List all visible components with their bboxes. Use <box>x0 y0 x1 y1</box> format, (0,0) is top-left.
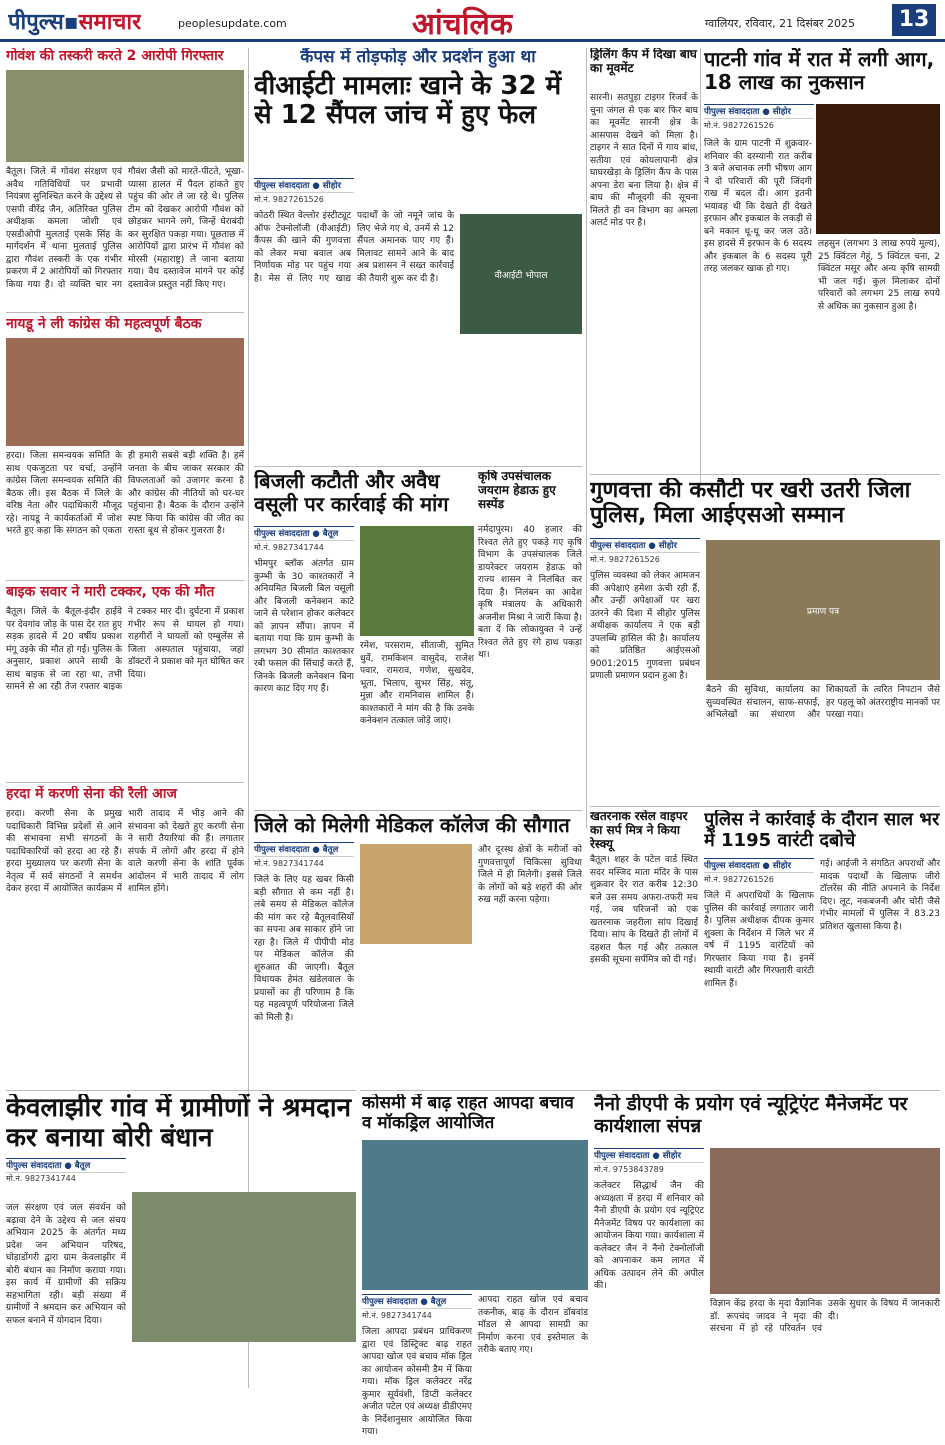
byline: पीपुल्स संवाददाता ● सीहोर <box>590 538 700 553</box>
newspaper-logo: पीपुल्स▪समाचार <box>8 10 142 35</box>
story-body: जल संरक्षण एवं जल संवर्धन को बढ़ावा देने के उद्देश्य से जल संचय अभियान 2025 के अंतर्गत मध्य प्रदेश जन अभियान परिषद, घोड़ाडोंगरी द्वारा ग्राम केवलाझीर में बोरी बंधान का निर्माण कराया गया। इस कार्य में ग्रामीणों की सक्रिय सहभागिता रही। बड़ी संख्या में ग्रामीणों ने श्रमदान कर अभियान को सफल बनाने में योगदान दिया। <box>6 1203 126 1326</box>
story-bori-bandhan <box>6 1094 356 1439</box>
headline: गोवंश की तस्करी करते 2 आरोपी गिरफ्तार <box>6 48 224 64</box>
story-body: हरदा। जिला समन्वयक समिति के साथ एकजुटता पर चर्चा, उन्होंने कांग्रेस जिला समन्वयक समिति की बैठक ली। इस बैठक में जिले के वरिष्ठ नेता और पदाधिकारी मौजूद रहे। नायडू ने कार्यकर्ताओं में जोश भरते हुए कहा कि संगठन को एकता ही हमारी सबसे बड़ी शक्ति है। हमें जनता के बीच जाकर सरकार की विफलताओं को उजागर करना है और कांग्रेस की नीतियों को घर-घर पहुंचाना है। बैठक के दौरान उन्होंने स्पष्ट किया कि कांग्रेस की जीत का रास्ता बूथ से होकर गुजरता है। <box>6 451 244 536</box>
section-title: आंचलिक <box>412 7 513 42</box>
story-body: बैतूल। शहर के पटेल वार्ड स्थित सदर मस्जिद माता मंदिर के पास शुक्रवार देर रात करीब 12:30 बजे उस समय अफरा-तफरी मच गई, जब परिजनों को एक खतरनाक जहरीला सांप दिखाई दिया। सांप के दिखते ही लोगों में दहशत फैल गई और तत्काल इसकी सूचना सर्पमित्र को दी गई। <box>590 855 698 965</box>
byline: पीपुल्स संवाददाता ● बैतूल <box>254 842 354 857</box>
story-body: बैतूल। जिले के बैतूल-इंदौर हाईवे पर देवगांव जोड़ के पास देर रात हुए सड़क हादसे में 20 वर्षीय प्रकाश मंगू उइके की मौत हो गई। पुलिस के अनुसार, प्रकाश अपने साथी के साथ बाइक से जा रहा था, तभी सामने से आ रही तेज रफ्तार बाइक ने टक्कर मार दी। दुर्घटना में प्रकाश गंभीर रूप से घायल हो गया। राहगीरों ने घायलों को एम्बुलेंस से जिला अस्पताल पहुंचाया, जहां डॉक्टरों ने प्रकाश को मृत घोषित कर दिया। <box>6 607 244 692</box>
photo-police-arrest <box>6 70 244 162</box>
story-agri-officer-suspended <box>478 470 582 806</box>
story-body: पुलिस व्यवस्था को लेकर आमजन की अपेक्षाएं हमेशा ऊंची रही हैं, और उन्हीं अपेक्षाओं पर खरा उतरने की दिशा में सीहोर पुलिस अधीक्षक कार्यालय ने एक बड़ी उपलब्धि हासिल की है। कार्यालय को प्रतिष्ठित आईएसओ 9001:2015 गुणवत्ता प्रबंधन प्रणाली प्रमाणन प्रदान हुआ है। <box>590 571 700 681</box>
headline: गुणवत्ता की कसौटी पर खरी उतरी जिला पुलिस, मिला आईएसओ सम्मान <box>590 478 911 529</box>
story-patni-fire <box>704 48 940 488</box>
byline: पीपुल्स संवाददाता ● बैतूल <box>362 1294 472 1309</box>
photo-caption: प्रमाण पत्र <box>806 606 840 617</box>
story-body: सारनी। सतपुड़ा टाइगर रिजर्व के चुना जंगल से एक बार फिर बाघ का मूवमेंट सारनी क्षेत्र के आसपास देखने को मिला है। टाइगर ने सात दिनों में गाय बांध, सतीया एवं कोयलापानी क्षेत्र घाघरखेड़ा के ड्रिलिंग कैंप के पास अपना डेरा बना लिया है। क्षेत्र में बाघ की मौजूदगी की सूचना मिलते ही वन विभाग का अमला अलर्ट मोड पर है। <box>590 93 698 228</box>
website-link[interactable]: peoplesupdate.com <box>178 17 287 30</box>
byline: पीपुल्स संवाददाता ● सीहोर <box>704 104 814 119</box>
story-body: जिला आपदा प्रबंधन प्राधिकरण द्वारा एवं डिस्ट्रिक्ट बाढ़ राहत आपदा खोज एवं बचाव मॉक ड्रिल का आयोजन कोसमी डैम में किया गया। मॉक ड्रिल कलेक्टर नरेंद्र कुमार सूर्यवंशी, डिप्टी कलेक्टर अजीत पटेल एवं अध्यक्ष डीडीएमए के निर्देशानुसार आयोजित किया गया। <box>362 1327 472 1437</box>
story-kosmi-mockdrill <box>362 1094 588 1439</box>
headline: नैनो डीएपी के प्रयोग एवं न्यूट्रिएंट मैनेजमेंट पर कार्यशाला संपन्न <box>594 1094 908 1137</box>
photo-mockdrill <box>362 1140 588 1290</box>
story-police-iso <box>590 478 940 802</box>
photo-iso-certificate <box>706 540 940 680</box>
story-body-continued: बैठने की सुविधा, कार्यालय का सुव्यवस्थित संचालन, साफ-सफाई, अभिलेखों का संधारण और शिकायतों के त्वरित निपटान जैसे हर पहलू को अंतरराष्ट्रीय मानकों पर परखा गया। <box>706 685 940 720</box>
story-body-continued: विज्ञान केंद्र हरदा के मृदा वैज्ञानिक डॉ. रूपचंद जादव ने मृदा की संरचना में हो रहे परिवर्तन एवं उसके सुधार के विषय में जानकारी दी। <box>710 1299 940 1334</box>
story-body-continued: गई। आईजी ने संगठित अपराधों और मादक पदार्थों के खिलाफ जीरो टॉलरेंस की नीति अपनाने के निर्देश दिए। लूट, नकबजनी और चोरी जैसे गंभीर मामलों में पुलिस ने 83.23 प्रतिशत खुलासा किया है। <box>820 859 940 932</box>
story-body-continued: और दूरस्थ क्षेत्रों के मरीजों को गुणवत्तापूर्ण चिकित्सा सुविधा जिले में ही मिलेगी। इससे जिले के लोगों को बड़े शहरों की ओर रुख नहीं करना पड़ेगा। <box>478 845 582 905</box>
story-body-continued: लहसुन (लगभग 3 लाख रुपये मूल्य), 25 क्विंटल गेहूं, 5 क्विंटल चना, 2 क्विंटल मसूर और अन्य कृषि सामग्री भी जल गई। कुल मिलाकर दोनों परिवारों को लगभग 25 लाख रुपये से अधिक का नुकसान हुआ है। <box>818 239 940 312</box>
headline: जिले को मिलेगी मेडिकल कॉलेज की सौगात <box>254 814 570 837</box>
dateline: ग्वालियर, रविवार, 21 दिसंबर 2025 <box>705 17 856 30</box>
phone-number: मो.नं. 9827261526 <box>254 195 324 204</box>
column-rule <box>586 48 587 828</box>
story-body: जिले के लिए यह खबर किसी बड़ी सौगात से कम नहीं है। लंबे समय से मेडिकल कॉलेज की मांग कर रहे बैतूलवासियों का सपना अब साकार होने जा रहा है। जिले में पीपीपी मोड पर मेडिकल कॉलेज की शुरुआत की जाएगी। बैतूल विधायक हेमंत खंडेलवाल के प्रयासों का ही परिणाम है कि यह महत्वपूर्ण परियोजना जिले को मिली है। <box>254 875 354 1023</box>
photo-vit-campus <box>460 214 582 334</box>
story-bike-accident <box>6 584 244 780</box>
story-body: जिले के ग्राम पाटनी में शुक्रवार-शनिवार की दरम्यानी रात करीब 3 बजे अचानक लगी भीषण आग ने दो परिवारों की पूरी जिंदगी राख में बदल दी। आग इतनी भयावह थी कि देखते ही देखते इरफान और इकबाल के लकड़ी से बने मकान धू-धू कर जल उठे। इस हादसे में इरफान के 6 सदस्य और इकबाल के 6 सदस्य पूरी तरह जलकर खाक हो गए। <box>704 139 812 274</box>
story-body-continued: रमेश, परसराम, सीताजी, सुमित धुर्वे, रामकिशन वासुदेव, राजेश पवार, रामराव, गणेश, सुखदेव, भूता, भिलाप, सुभर सिंह, संतू, मुन्ना और रामनिवास शामिल हैं। काश्तकारों ने मांग की है कि उनके कनेक्शन तत्काल जोड़े जाएं। <box>360 641 474 726</box>
byline: पीपुल्स संवाददाता ● सीहोर <box>594 1148 704 1163</box>
byline: पीपुल्स संवाददाता ● बैतूल <box>6 1158 126 1173</box>
byline: पीपुल्स संवाददाता ● बैतूल <box>254 526 354 541</box>
phone-number: मो.नं. 9827341744 <box>6 1173 76 1183</box>
story-body: कलेक्टर सिद्धार्थ जैन की अध्यक्षता में हरदा में शनिवार को नैनो डीएपी के प्रयोग एवं न्यूट्रिएंट मैनेजमेंट विषय पर कार्यशाला का आयोजन किया गया। कार्यशाला में कलेक्टर जैन ने नैनो टेक्नोलॉजी को अपनाकर कम लागत में अधिक उत्पादन लेने की अपील की। <box>594 1181 704 1291</box>
column-rule <box>700 48 701 488</box>
phone-number: मो.नं. 9827341744 <box>254 543 324 552</box>
photo-villagers <box>132 1192 356 1342</box>
headline: कृषि उपसंचालक जयराम हेडाऊ हुए सस्पेंड <box>478 470 556 511</box>
story-body: भीमपुर ब्लॉक अंतर्गत ग्राम कुम्भी के 30 काश्तकारों ने अनियमित बिजली बिल वसूली और बिजली कनेक्शन काटे जाने से परेशान होकर कलेक्टर को ज्ञापन सौंपा। ज्ञापन में बताया गया कि ग्राम कुम्भी के लगभग 30 सीमांत काश्तकार रबी फसल की सिंचाई करते हैं, जिनके बिजली कनेक्शन बिना कारण काट दिए गए हैं। <box>254 559 354 694</box>
story-vit-food-samples <box>254 48 582 492</box>
phone-number: मो.नं. 9827341744 <box>362 1311 432 1320</box>
story-snake-rescue <box>590 810 698 1086</box>
story-cattle-smuggling <box>6 48 244 310</box>
story-body: कोठरी स्थित वेल्लोर इंस्टीट्यूट ऑफ टेक्नोलॉजी (वीआईटी) कैंपस की खाने की गुणवत्ता को लेकर मचा बवाल अब निर्णायक मोड़ पर पहुंच गया है। मेस से लिए गए खाद्य पदार्थों के जो नमूने जांच के लिए भेजे गए थे, उनमें से 12 सैंपल अमानक पाए गए हैं। मिलावट सामने आने के बाद अब प्रशासन ने सख्त कार्रवाई की तैयारी शुरू कर दी है। <box>254 211 454 284</box>
brand-part-b: समाचार <box>78 10 142 35</box>
headline: बाइक सवार ने मारी टक्कर, एक की मौत <box>6 584 215 600</box>
byline: पीपुल्स संवाददाता ● सीहोर <box>704 858 814 873</box>
kicker: कैंपस में तोड़फोड़ और प्रदर्शन हुआ था <box>300 48 536 67</box>
masthead <box>0 0 945 42</box>
headline: पाटनी गांव में रात में लगी आग, 18 लाख का नुकसान <box>704 48 935 94</box>
photo-fire <box>816 104 940 234</box>
phone-number: मो.नं. 9827341744 <box>254 859 324 868</box>
kicker: खतरनाक रसेल वाइपर का सर्प मित्र ने किया रेस्क्यू <box>590 810 688 851</box>
page-number: 13 <box>892 4 936 36</box>
story-medical-college <box>254 814 582 1086</box>
phone-number: मो.नं. 9827261526 <box>590 555 660 564</box>
kicker: ड्रिलिंग कैंप में दिखा बाघ का मूवमेंट <box>590 48 697 75</box>
brand-part-a: पीपुल्स <box>8 10 64 35</box>
headline: नायडू ने ली कांग्रेस की महत्वपूर्ण बैठक <box>6 316 202 332</box>
photo-mla <box>360 844 472 944</box>
story-congress-meeting <box>6 316 244 578</box>
headline: कोसमी में बाढ़ राहत आपदा बचाव व मॉकड्रिल आयोजित <box>362 1094 574 1133</box>
headline: केवलाझीर गांव में ग्रामीणों ने श्रमदान कर बनाया बोरी बंधान <box>6 1094 352 1153</box>
photo-caption: वीआईटी भोपाल <box>494 270 548 281</box>
story-body: जिले में अपराधियों के खिलाफ पुलिस की कार्रवाई लगातार जारी है। पुलिस अधीक्षक दीपक कुमार शुक्ला के निर्देशन में जिले भर में वर्ष में 1195 वारंटियों को गिरफ्तार किया गया है। इनमें स्थायी वारंटी और गिरफ्तारी वारंटी शामिल हैं। <box>704 891 814 989</box>
story-warrants <box>704 810 940 1086</box>
story-body-continued: आपदा राहत खोज एवं बचाव तकनीक, बाढ़ के दौरान डॉबवांड मॉडल से आपदा सामग्री का निर्माण करना एवं इस्तेमाल के तरीके बताए गए। <box>478 1295 588 1355</box>
headline: पुलिस ने कार्रवाई के दौरान साल भर में 1195 वारंटी दबोचे <box>704 810 940 851</box>
phone-number: मो.नं. 9753843789 <box>594 1165 664 1174</box>
photo-farmers <box>360 526 474 636</box>
photo-workshop <box>710 1148 940 1294</box>
phone-number: मो.नं. 9827261526 <box>704 875 774 884</box>
story-nano-dap-workshop <box>594 1094 940 1439</box>
phone-number: मो.नं. 9827261526 <box>704 121 774 130</box>
story-body: हरदा। करणी सेना के प्रमुख पदाधिकारी विभिन्न प्रदेशों से आने की संभावना सभी संगठनों के पदाधिकारियों को हरदा आ रहे हैं। हरदा मुख्यालय पर करणी सेना के नेतृत्व में सर्व संगठनों ने समर्थन देकर हरदा में आयोजित कार्यक्रम में भारी तादाद में भीड़ आने की संभावना को देखते हुए करणी सेना ने सारी तैयारियां की हैं। लगातार संपर्क में लोगों और हरदा में होने वाले करणी सेना के शांति पूर्वक आंदोलन में भारी तादाद में लोग शामिल होंगे। <box>6 809 244 894</box>
story-tiger-movement <box>590 48 698 488</box>
photo-meeting <box>6 338 244 446</box>
story-body: बैतूल। जिले में गोवंश संरक्षण एवं अवैध गतिविधियों पर प्रभावी नियंत्रण सुनिश्चित करने के उद्देश्य से एसपी वीरेंद्र जैन, अतिरिक्त पुलिस अधीक्षक कमला जोशी एवं एसडीओपी मुलताई एसके सिंह के मार्गदर्शन में थाना मुलताई पुलिस द्वारा गौवंश तस्करी के एक गंभीर प्रकरण में 2 आरोपियों को गिरफ्तार किया गया है। दो व्यक्ति चार नग गौवंश जैसी को मारते-पीटते, भूखा-प्यासा हालत में पैदल हांकते हुए पहुंच की ओर ले जा रहे थे। पुलिस टीम को देखकर आरोपी गौवंश को छोड़कर भागने लगे, जिन्हें घेराबंदी कर सुरक्षित पकड़ा गया। पूछताछ में आरोपियों द्वारा प्रारंभ में गौवंश को मोरसी (महाराष्ट्र) ले जाना बताया गया। वैध दस्तावेज मांगने पर कोई दस्तावेज प्रस्तुत नहीं किए गए। <box>6 167 244 290</box>
story-electricity-cuts <box>254 470 474 806</box>
story-karni-sena-rally <box>6 786 244 1086</box>
story-body: नर्मदापुरम। 40 हजार की रिश्वत लेते हुए पकड़े गए कृषि विभाग के उपसंचालक जिले डायरेक्टर जयराम हेडाऊ को राज्य शासन ने निलंबित कर दिया है। निलंबन का आदेश कृषि मंत्रालय के अधिकारी अजनीश मिश्रा ने जारी किया है। बता दें कि लोकायुक्त ने उन्हें रिश्वत लेते हुए रंगे हाथ पकड़ा था। <box>478 525 582 660</box>
headline: बिजली कटौती और अवैध वसूली पर कार्रवाई की मांग <box>254 470 449 516</box>
byline: पीपुल्स संवाददाता ● सीहोर <box>254 178 354 193</box>
headline: हरदा में करणी सेना की रैली आज <box>6 786 177 802</box>
headline: वीआईटी मामलाः खाने के 32 में से 12 सैंपल जांच में हुए फेल <box>254 70 562 131</box>
